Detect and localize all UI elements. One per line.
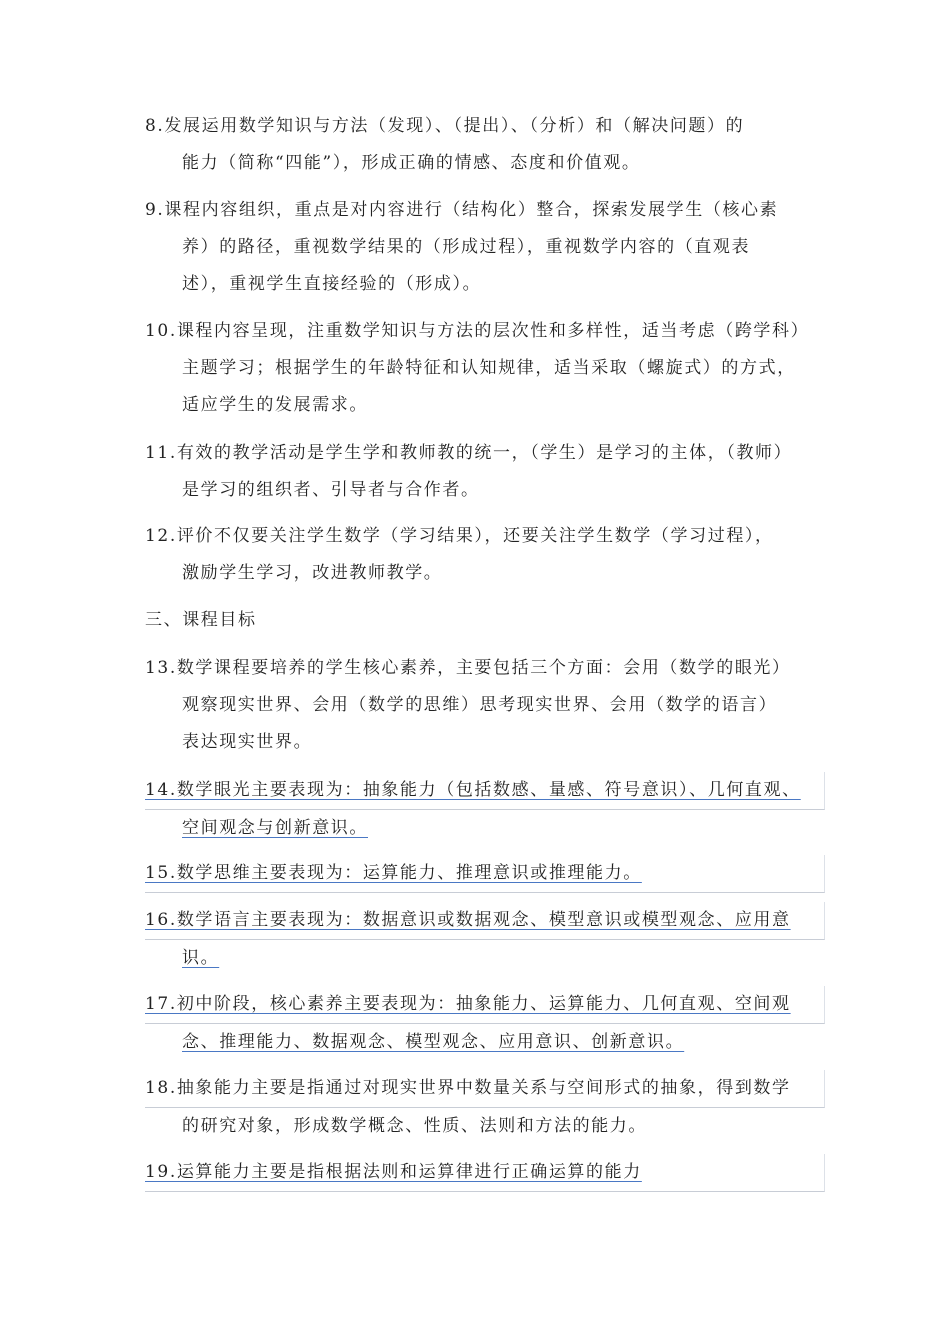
- item-18: [145, 1070, 825, 1145]
- item-line: 10.课程内容呈现，注重数学知识与方法的层次性和多样性，适当考虑（跨学科）: [145, 321, 810, 341]
- item-line: 激励学生学习，改进教师教学。: [182, 563, 443, 583]
- item-line: 的研究对象，形成数学概念、性质、法则和方法的能力。: [182, 1116, 647, 1136]
- item-line: 8.发展运用数学知识与方法（发现）、（提出）、（分析）和（解决问题）的: [145, 116, 745, 136]
- item-line: 观察现实世界、会用（数学的思维）思考现实世界、会用（数学的语言）: [182, 695, 778, 715]
- item-line: 19.运算能力主要是指根据法则和运算律进行正确运算的能力: [145, 1154, 825, 1192]
- item-line: 15.数学思维主要表现为：运算能力、推理意识或推理能力。: [145, 855, 825, 893]
- item-11: [145, 435, 825, 509]
- item-line: 主题学习；根据学生的年龄特征和认知规律，适当采取（螺旋式）的方式，: [182, 358, 796, 378]
- item-16: [145, 902, 825, 977]
- item-10: [145, 313, 825, 424]
- item-line: 17.初中阶段，核心素养主要表现为：抽象能力、运算能力、几何直观、空间观: [145, 986, 825, 1024]
- item-line: 识。: [182, 948, 220, 968]
- item-line: 表达现实世界。: [182, 732, 313, 752]
- item-line: 适应学生的发展需求。: [182, 395, 368, 415]
- item-line: 12.评价不仅要关注学生数学（学习结果），还要关注学生数学（学习过程），: [145, 526, 774, 546]
- item-line: 述），重视学生直接经验的（形成）。: [182, 274, 482, 294]
- item-line: 养）的路径，重视数学结果的（形成过程），重视数学内容的（直观表: [182, 237, 751, 257]
- item-12: [145, 518, 825, 592]
- item-14: [145, 772, 825, 847]
- item-19: [145, 1154, 825, 1192]
- item-line: 空间观念与创新意识。: [182, 818, 368, 838]
- item-15: [145, 855, 825, 893]
- item-9: [145, 192, 825, 303]
- item-13: [145, 650, 825, 761]
- item-line: 9.课程内容组织，重点是对内容进行（结构化）整合，探索发展学生（核心素: [145, 200, 779, 220]
- item-line: 13.数学课程要培养的学生核心素养，主要包括三个方面：会用（数学的眼光）: [145, 658, 791, 678]
- item-line: 14.数学眼光主要表现为：抽象能力（包括数感、量感、符号意识）、几何直观、: [145, 772, 825, 810]
- item-line: 是学习的组织者、引导者与合作者。: [182, 480, 480, 500]
- item-line: 11.有效的教学活动是学生学和教师教的统一，（学生）是学习的主体，（教师）: [145, 443, 793, 463]
- item-17: [145, 986, 825, 1061]
- item-line: 16.数学语言主要表现为：数据意识或数据观念、模型意识或模型观念、应用意: [145, 902, 825, 940]
- item-8: [145, 108, 825, 182]
- item-line: 能力（简称“四能”），形成正确的情感、态度和价值观。: [182, 153, 641, 173]
- item-line: 念、推理能力、数据观念、模型观念、应用意识、创新意识。: [182, 1032, 685, 1052]
- item-line: 18.抽象能力主要是指通过对现实世界中数量关系与空间形式的抽象，得到数学: [145, 1070, 825, 1108]
- section-heading: 三、课程目标: [145, 610, 257, 630]
